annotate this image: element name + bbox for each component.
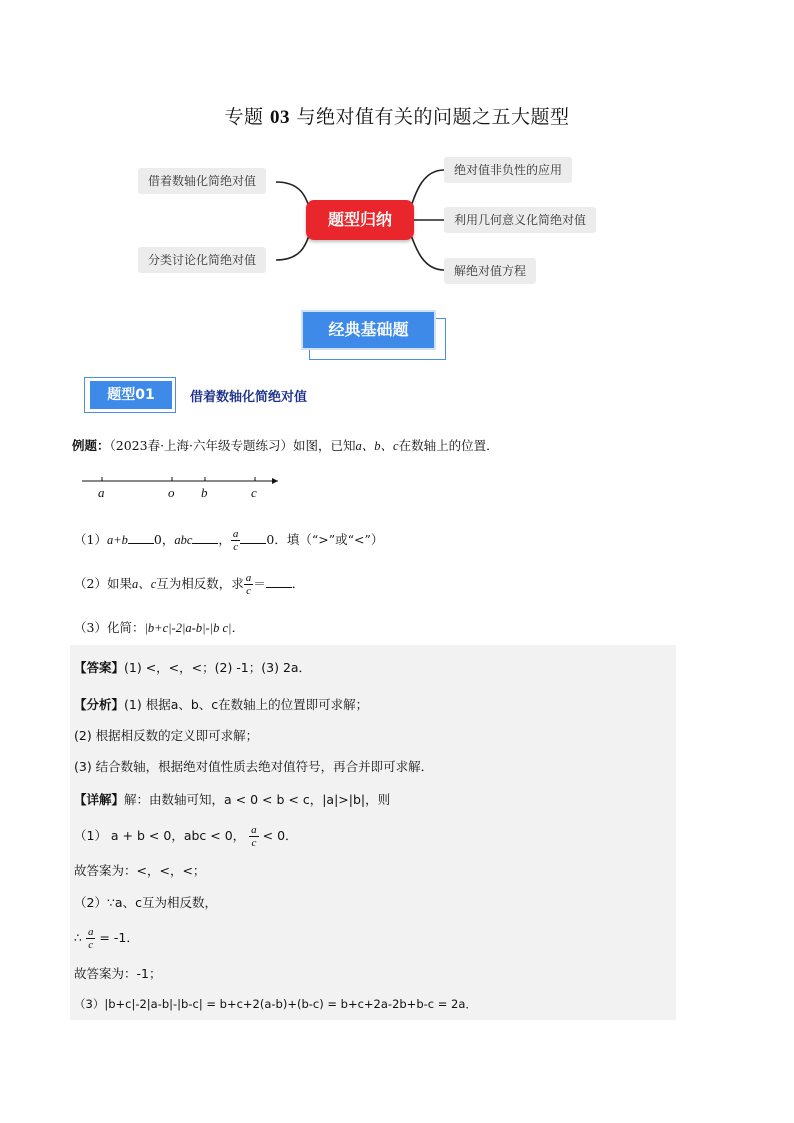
title-prefix: 专题 xyxy=(224,106,264,128)
question-1: （1）a+b 0，abc ， $\frac{a}{c}$ 0．填（“>”或“<”） xyxy=(74,528,384,553)
q2-blank xyxy=(266,575,292,588)
q2-text: （2）如果 xyxy=(74,576,132,591)
q3-text: （3）化简： xyxy=(74,620,145,635)
q2-fraction xyxy=(244,572,254,597)
mindmap-node-right-3: 解绝对值方程 xyxy=(444,258,536,284)
type-title: 借着数轴化简绝对值 xyxy=(190,390,308,405)
detail-intro: 解：由数轴可知，a < 0 < b < c，|a|>|b|，则 xyxy=(124,792,391,807)
example-stem-end: 在数轴上的位置． xyxy=(398,438,499,453)
detail-ans-2: 故答案为：-1； xyxy=(74,966,162,981)
analysis-label: 【分析】 xyxy=(74,697,125,712)
number-line xyxy=(80,470,290,504)
axis-label-b: b xyxy=(201,485,208,500)
section-banner-label: 经典基础题 xyxy=(301,310,436,350)
analysis-line-2: (2) 根据相反数的定义即可求解； xyxy=(74,728,259,743)
q2-end: ． xyxy=(291,576,305,591)
mindmap-center: 题型归纳 xyxy=(306,200,414,240)
d1-fraction xyxy=(249,824,259,849)
answer-line xyxy=(74,658,311,676)
title-text: 与绝对值有关的问题之五大题型 xyxy=(296,106,570,128)
mindmap-node-left-1: 借着数轴化简绝对值 xyxy=(138,168,266,194)
example-stem-text: 如图，已知 xyxy=(293,438,356,453)
section-banner xyxy=(301,310,444,358)
q1-num: （1） xyxy=(74,532,107,547)
q2-frac-den: c xyxy=(246,585,251,597)
detail-label: 【详解】 xyxy=(74,792,125,807)
d2-fraction xyxy=(86,926,96,951)
title-number: 03 xyxy=(270,107,290,128)
example-source: （2023春·上海·六年级专题练习） xyxy=(109,438,294,453)
detail-line-2b xyxy=(74,926,139,951)
example-stem xyxy=(72,436,499,454)
q1-expr1: a+b xyxy=(106,533,128,547)
axis-label-c: c xyxy=(251,485,257,500)
example-label: 例题： xyxy=(72,438,110,453)
q1-blank-1 xyxy=(128,531,154,544)
mindmap-node-left-2: 分类讨论化简绝对值 xyxy=(138,247,266,273)
answer-label: 【答案】 xyxy=(74,660,125,675)
q1-frac-den: c xyxy=(233,541,239,553)
analysis-text-1: (1) 根据a、b、c在数轴上的位置即可求解； xyxy=(124,697,369,712)
detail-line-intro xyxy=(74,790,390,808)
q3-expr: |b+c|-2|a-b|-|b c|． xyxy=(144,621,244,635)
type-tag xyxy=(84,377,176,413)
type-tag-label: 题型01 xyxy=(90,381,172,409)
q1-fraction xyxy=(231,528,241,553)
mindmap-node-right-2: 利用几何意义化简绝对值 xyxy=(444,207,596,233)
q1-tail: 0．填（“>”或“<”） xyxy=(266,532,384,547)
d2-frac-num: a xyxy=(87,926,94,938)
axis-label-a: a xyxy=(98,485,105,500)
d1-frac-num: a xyxy=(251,824,257,836)
d2-tail: = -1． xyxy=(99,930,139,945)
q1-expr2: abc xyxy=(174,533,193,547)
detail-ans-1: 故答案为：<，<，<； xyxy=(74,863,206,878)
q2-eq: ＝ xyxy=(253,576,266,591)
detail-line-2: （2）∵a、c互为相反数， xyxy=(74,895,217,910)
analysis-line-3: (3) 结合数轴，根据绝对值性质去绝对值符号，再合并即可求解． xyxy=(74,759,434,774)
q1-sep: 0， xyxy=(153,532,175,547)
q1-blank-3 xyxy=(240,531,266,544)
d2-pre: ∴ xyxy=(74,930,82,945)
axis-label-o: o xyxy=(168,485,175,500)
example-stem-vars: a、b、c xyxy=(355,439,399,453)
d1-frac-den: c xyxy=(251,837,257,849)
q1-blank-2 xyxy=(192,531,218,544)
d1-tail: < 0． xyxy=(262,828,298,843)
answer-text: (1) <，<，<；(2) -1；(3) 2a． xyxy=(124,660,312,675)
mindmap-connectors xyxy=(0,0,794,320)
d2-frac-den: c xyxy=(88,939,94,951)
q2-mid: 互为相反数，求 xyxy=(156,576,244,591)
q2-vars: a、c xyxy=(131,577,157,591)
question-2 xyxy=(74,572,304,597)
question-3 xyxy=(74,618,244,636)
q2-frac-num: a xyxy=(245,572,252,584)
mindmap-node-right-1: 绝对值非负性的应用 xyxy=(444,157,572,183)
q1-frac-num: a xyxy=(232,528,239,540)
analysis-line-1 xyxy=(74,695,368,713)
detail-line-3: （3）|b+c|-2|a-b|-|b-c| = b+c+2(a-b)+(b-c) = b+c+2a-2b+b-c = 2a． xyxy=(74,997,477,1011)
detail-line-1 xyxy=(74,824,298,849)
d1-text: （1） a + b < 0，abc < 0， xyxy=(74,828,246,843)
